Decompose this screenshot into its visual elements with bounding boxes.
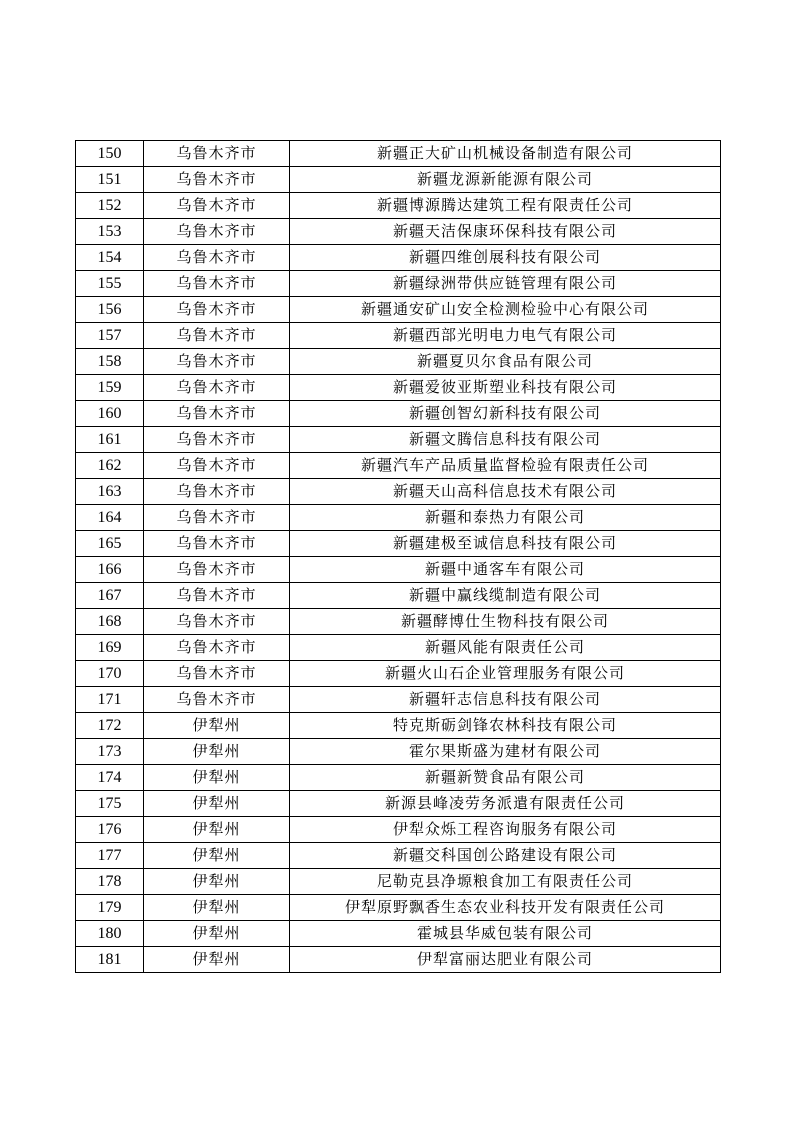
table-row [76, 947, 721, 973]
company-name-cell: 新疆火山石企业管理服务有限公司 [290, 661, 721, 687]
company-name-cell: 新疆龙源新能源有限公司 [290, 167, 721, 193]
table-row [76, 739, 721, 765]
city-cell: 乌鲁木齐市 [144, 531, 290, 557]
table-row [76, 141, 721, 167]
company-name-cell: 新疆通安矿山安全检测检验中心有限公司 [290, 297, 721, 323]
company-name-cell: 霍城县华威包装有限公司 [290, 921, 721, 947]
row-number-cell: 163 [76, 479, 144, 505]
city-cell: 乌鲁木齐市 [144, 453, 290, 479]
company-name-cell: 新疆汽车产品质量监督检验有限责任公司 [290, 453, 721, 479]
company-name-cell: 新疆夏贝尔食品有限公司 [290, 349, 721, 375]
table-row [76, 791, 721, 817]
company-name-cell: 新疆天山高科信息技术有限公司 [290, 479, 721, 505]
city-cell: 乌鲁木齐市 [144, 193, 290, 219]
row-number-cell: 180 [76, 921, 144, 947]
company-name-cell: 霍尔果斯盛为建材有限公司 [290, 739, 721, 765]
row-number-cell: 156 [76, 297, 144, 323]
company-name-cell: 新疆爱彼亚斯塑业科技有限公司 [290, 375, 721, 401]
table-row [76, 765, 721, 791]
company-name-cell: 新源县峰凌劳务派遣有限责任公司 [290, 791, 721, 817]
row-number-cell: 157 [76, 323, 144, 349]
city-cell: 乌鲁木齐市 [144, 349, 290, 375]
city-cell: 乌鲁木齐市 [144, 271, 290, 297]
table-row [76, 817, 721, 843]
city-cell: 乌鲁木齐市 [144, 505, 290, 531]
table-row [76, 895, 721, 921]
company-name-cell: 伊犁众烁工程咨询服务有限公司 [290, 817, 721, 843]
city-cell: 乌鲁木齐市 [144, 635, 290, 661]
row-number-cell: 170 [76, 661, 144, 687]
city-cell: 伊犁州 [144, 921, 290, 947]
row-number-cell: 177 [76, 843, 144, 869]
company-name-cell: 新疆中赢线缆制造有限公司 [290, 583, 721, 609]
city-cell: 伊犁州 [144, 713, 290, 739]
table-row [76, 713, 721, 739]
row-number-cell: 169 [76, 635, 144, 661]
company-name-cell: 新疆新赞食品有限公司 [290, 765, 721, 791]
row-number-cell: 172 [76, 713, 144, 739]
table-row [76, 167, 721, 193]
table-row [76, 401, 721, 427]
city-cell: 伊犁州 [144, 843, 290, 869]
table-row [76, 427, 721, 453]
table-row [76, 323, 721, 349]
city-cell: 乌鲁木齐市 [144, 427, 290, 453]
city-cell: 乌鲁木齐市 [144, 583, 290, 609]
table-row [76, 219, 721, 245]
row-number-cell: 176 [76, 817, 144, 843]
row-number-cell: 164 [76, 505, 144, 531]
company-name-cell: 新疆绿洲带供应链管理有限公司 [290, 271, 721, 297]
table-row [76, 557, 721, 583]
row-number-cell: 168 [76, 609, 144, 635]
company-name-cell: 新疆和泰热力有限公司 [290, 505, 721, 531]
row-number-cell: 162 [76, 453, 144, 479]
row-number-cell: 153 [76, 219, 144, 245]
table-row [76, 349, 721, 375]
row-number-cell: 150 [76, 141, 144, 167]
company-name-cell: 新疆创智幻新科技有限公司 [290, 401, 721, 427]
row-number-cell: 178 [76, 869, 144, 895]
table-row [76, 297, 721, 323]
city-cell: 乌鲁木齐市 [144, 401, 290, 427]
city-cell: 乌鲁木齐市 [144, 323, 290, 349]
city-cell: 乌鲁木齐市 [144, 245, 290, 271]
city-cell: 乌鲁木齐市 [144, 609, 290, 635]
row-number-cell: 171 [76, 687, 144, 713]
table-row [76, 245, 721, 271]
table-row [76, 661, 721, 687]
company-name-cell: 新疆文腾信息科技有限公司 [290, 427, 721, 453]
row-number-cell: 159 [76, 375, 144, 401]
table-row [76, 505, 721, 531]
company-name-cell: 新疆中通客车有限公司 [290, 557, 721, 583]
table-row [76, 453, 721, 479]
table-row [76, 843, 721, 869]
company-name-cell: 新疆轩志信息科技有限公司 [290, 687, 721, 713]
city-cell: 伊犁州 [144, 869, 290, 895]
row-number-cell: 181 [76, 947, 144, 973]
table-row [76, 869, 721, 895]
row-number-cell: 160 [76, 401, 144, 427]
table-row [76, 531, 721, 557]
company-name-cell: 新疆建极至诚信息科技有限公司 [290, 531, 721, 557]
row-number-cell: 179 [76, 895, 144, 921]
row-number-cell: 173 [76, 739, 144, 765]
row-number-cell: 161 [76, 427, 144, 453]
row-number-cell: 155 [76, 271, 144, 297]
table-row [76, 609, 721, 635]
city-cell: 伊犁州 [144, 817, 290, 843]
city-cell: 乌鲁木齐市 [144, 661, 290, 687]
row-number-cell: 174 [76, 765, 144, 791]
table-row [76, 193, 721, 219]
city-cell: 伊犁州 [144, 947, 290, 973]
company-name-cell: 新疆博源腾达建筑工程有限责任公司 [290, 193, 721, 219]
row-number-cell: 154 [76, 245, 144, 271]
company-name-cell: 新疆正大矿山机械设备制造有限公司 [290, 141, 721, 167]
city-cell: 伊犁州 [144, 739, 290, 765]
table-row [76, 635, 721, 661]
city-cell: 乌鲁木齐市 [144, 167, 290, 193]
city-cell: 乌鲁木齐市 [144, 219, 290, 245]
table-row [76, 271, 721, 297]
table-row [76, 583, 721, 609]
company-name-cell: 新疆天洁保康环保科技有限公司 [290, 219, 721, 245]
company-list-table [75, 140, 721, 973]
city-cell: 乌鲁木齐市 [144, 375, 290, 401]
city-cell: 乌鲁木齐市 [144, 141, 290, 167]
table-row [76, 921, 721, 947]
company-name-cell: 新疆酵博仕生物科技有限公司 [290, 609, 721, 635]
row-number-cell: 175 [76, 791, 144, 817]
city-cell: 伊犁州 [144, 765, 290, 791]
table-row [76, 479, 721, 505]
company-name-cell: 新疆四维创展科技有限公司 [290, 245, 721, 271]
company-name-cell: 伊犁原野飘香生态农业科技开发有限责任公司 [290, 895, 721, 921]
table-body [76, 141, 721, 973]
company-name-cell: 新疆风能有限责任公司 [290, 635, 721, 661]
company-name-cell: 新疆西部光明电力电气有限公司 [290, 323, 721, 349]
company-name-cell: 新疆交科国创公路建设有限公司 [290, 843, 721, 869]
city-cell: 乌鲁木齐市 [144, 479, 290, 505]
row-number-cell: 158 [76, 349, 144, 375]
city-cell: 乌鲁木齐市 [144, 687, 290, 713]
company-name-cell: 特克斯砺剑锋农林科技有限公司 [290, 713, 721, 739]
row-number-cell: 166 [76, 557, 144, 583]
row-number-cell: 151 [76, 167, 144, 193]
city-cell: 乌鲁木齐市 [144, 557, 290, 583]
row-number-cell: 165 [76, 531, 144, 557]
city-cell: 乌鲁木齐市 [144, 297, 290, 323]
company-name-cell: 伊犁富丽达肥业有限公司 [290, 947, 721, 973]
table-row [76, 687, 721, 713]
row-number-cell: 152 [76, 193, 144, 219]
row-number-cell: 167 [76, 583, 144, 609]
city-cell: 伊犁州 [144, 791, 290, 817]
company-name-cell: 尼勒克县净塬粮食加工有限责任公司 [290, 869, 721, 895]
city-cell: 伊犁州 [144, 895, 290, 921]
table-row [76, 375, 721, 401]
